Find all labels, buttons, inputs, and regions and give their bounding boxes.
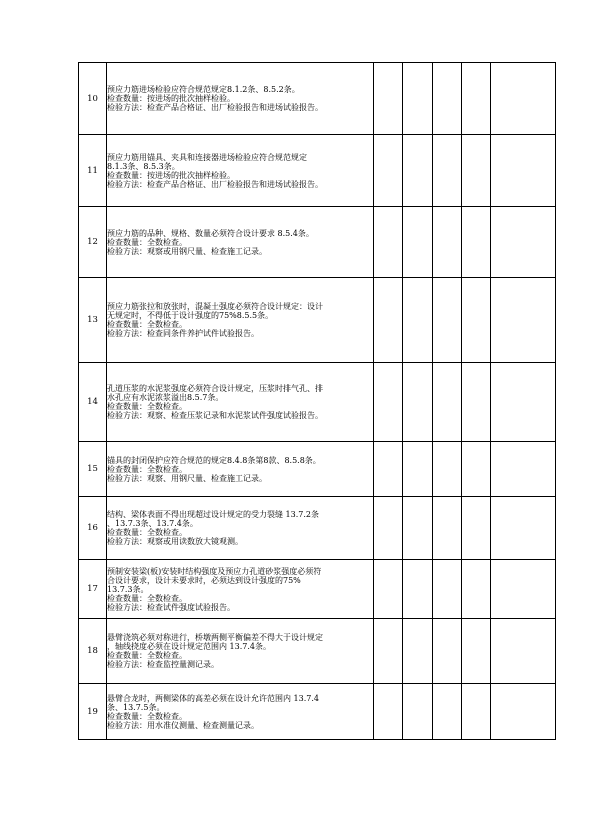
requirement-line: 预应力筋的品种、规格、数量必须符合设计要求 8.5.4条。 — [107, 228, 314, 238]
check-result-cell[interactable] — [462, 560, 491, 619]
requirement-line: 检查数量：全数检查。 — [107, 528, 187, 537]
requirement-line: 检验方法：检查监控量测记录。 — [107, 660, 219, 669]
check-result-cell[interactable] — [374, 278, 403, 363]
requirement-line: 检验方法：观察或用钢尺量、检查施工记录。 — [107, 246, 267, 256]
check-result-cell[interactable] — [403, 207, 433, 278]
check-result-cell[interactable] — [462, 619, 491, 684]
inspection-table-sheet — [78, 62, 555, 740]
requirement-line: 预制安装梁(板)安装时结构强度及预应力孔道砂浆强度必须符 — [107, 566, 322, 576]
requirement-line: 结构、梁体表面不得出现超过设计规定的受力裂缝 13.7.2条 — [107, 510, 319, 519]
check-result-cell[interactable] — [462, 497, 491, 560]
requirement-line: 水孔应有水泥浓浆溢出8.5.7条。 — [107, 393, 224, 402]
check-result-cell[interactable] — [403, 278, 433, 363]
check-result-cell[interactable] — [403, 442, 433, 497]
check-result-cell[interactable] — [433, 63, 462, 135]
table-row — [79, 63, 556, 135]
requirement-line: 检查数量：全数检查。 — [107, 237, 187, 247]
item-requirement — [107, 278, 374, 363]
requirement-line: 检查数量：按进场的批次抽样检验。 — [107, 94, 235, 103]
check-result-cell[interactable] — [433, 442, 462, 497]
item-number: 11 — [79, 135, 107, 207]
check-result-cell[interactable] — [403, 63, 433, 135]
requirement-line: 检查数量：全数检查。 — [107, 320, 187, 329]
item-number: 16 — [79, 497, 107, 560]
requirement-line: 无规定时，不得低于设计强度的75%8.5.5条。 — [107, 311, 274, 320]
inspection-table — [78, 62, 556, 740]
requirement-line: 检验方法：观察或用读数放大镜观测。 — [107, 537, 243, 546]
requirement-line: 合设计要求，设计未要求时，必须达到设计强度的75% — [107, 575, 301, 585]
table-row — [79, 363, 556, 442]
check-result-cell[interactable] — [491, 442, 556, 497]
check-result-cell[interactable] — [462, 442, 491, 497]
check-result-cell[interactable] — [491, 63, 556, 135]
requirement-line: 条、13.7.5条。 — [107, 702, 165, 712]
check-result-cell[interactable] — [433, 363, 462, 442]
check-result-cell[interactable] — [374, 207, 403, 278]
requirement-line: 悬臂浇筑必须对称进行，桥墩两侧平衡偏差不得大于设计规定 — [107, 633, 323, 642]
check-result-cell[interactable] — [403, 560, 433, 619]
inspection-table-body — [79, 63, 556, 740]
requirement-line: 检验方法：检查产品合格证、出厂检验报告和进场试验报告。 — [107, 103, 323, 112]
requirement-line: 检查数量：全数检查。 — [107, 593, 187, 603]
check-result-cell[interactable] — [462, 135, 491, 207]
check-result-cell[interactable] — [433, 497, 462, 560]
requirement-line: 13.7.3条。 — [107, 584, 149, 594]
item-number: 15 — [79, 442, 107, 497]
item-number: 17 — [79, 560, 107, 619]
check-result-cell[interactable] — [374, 135, 403, 207]
item-number: 19 — [79, 684, 107, 740]
requirement-line: 检验方法：检查试件强度试验报告。 — [107, 602, 235, 612]
item-number: 13 — [79, 278, 107, 363]
table-row — [79, 619, 556, 684]
check-result-cell[interactable] — [491, 619, 556, 684]
item-number: 18 — [79, 619, 107, 684]
check-result-cell[interactable] — [491, 278, 556, 363]
requirement-line: 检查数量：全数检查。 — [107, 651, 187, 660]
check-result-cell[interactable] — [374, 560, 403, 619]
requirement-line: 检验方法：检查产品合格证、出厂检验报告和进场试验报告。 — [107, 179, 323, 189]
check-result-cell[interactable] — [491, 684, 556, 740]
check-result-cell[interactable] — [403, 684, 433, 740]
table-row — [79, 135, 556, 207]
requirement-line: 锚具的封闭保护应符合规范的规定8.4.8条第8款、8.5.8条。 — [107, 455, 321, 465]
check-result-cell[interactable] — [462, 207, 491, 278]
table-row — [79, 278, 556, 363]
item-number: 12 — [79, 207, 107, 278]
requirement-line: 预应力筋用锚具、夹具和连接器进场检验应符合规范规定 — [107, 152, 307, 162]
check-result-cell[interactable] — [491, 560, 556, 619]
check-result-cell[interactable] — [433, 207, 462, 278]
check-result-cell[interactable] — [374, 363, 403, 442]
item-requirement — [107, 442, 374, 497]
item-requirement — [107, 619, 374, 684]
item-number: 10 — [79, 63, 107, 135]
requirement-line: 、13.7.3条、13.7.4条。 — [107, 519, 198, 528]
check-result-cell[interactable] — [374, 442, 403, 497]
check-result-cell[interactable] — [374, 497, 403, 560]
check-result-cell[interactable] — [462, 278, 491, 363]
check-result-cell[interactable] — [433, 684, 462, 740]
check-result-cell[interactable] — [491, 497, 556, 560]
requirement-line: 检验方法：用水准仪测量、检查测量记录。 — [107, 720, 259, 730]
item-requirement — [107, 363, 374, 442]
check-result-cell[interactable] — [433, 278, 462, 363]
requirement-line: 检验方法：观察、检查压浆记录和水泥浆试件强度试验报告。 — [107, 411, 323, 420]
check-result-cell[interactable] — [403, 497, 433, 560]
check-result-cell[interactable] — [374, 63, 403, 135]
requirement-line: 检验方法：观察、用钢尺量、检查施工记录。 — [107, 473, 267, 483]
check-result-cell[interactable] — [491, 135, 556, 207]
check-result-cell[interactable] — [374, 619, 403, 684]
check-result-cell[interactable] — [433, 560, 462, 619]
item-requirement — [107, 684, 374, 740]
check-result-cell[interactable] — [403, 135, 433, 207]
check-result-cell[interactable] — [491, 363, 556, 442]
requirement-line: 检验方法：检查同条件养护试件试验报告。 — [107, 329, 259, 338]
requirement-line: 预应力筋张拉和放张时，混凝土强度必须符合设计规定：设计 — [107, 302, 323, 311]
table-row — [79, 560, 556, 619]
requirement-line: 检查数量：全数检查。 — [107, 711, 187, 721]
check-result-cell[interactable] — [462, 684, 491, 740]
requirement-line: 检查数量：全数检查。 — [107, 402, 187, 411]
table-row — [79, 497, 556, 560]
item-requirement — [107, 135, 374, 207]
check-result-cell[interactable] — [403, 363, 433, 442]
item-requirement — [107, 63, 374, 135]
requirement-line: 孔道压浆的水泥浆强度必须符合设计规定，压浆时排气孔、排 — [107, 384, 323, 393]
requirement-line: 8.1.3条、8.5.3条。 — [107, 161, 180, 171]
requirement-line: 悬臂合龙时，两侧梁体的高差必须在设计允许范围内 13.7.4 — [107, 693, 319, 703]
item-requirement — [107, 497, 374, 560]
item-requirement — [107, 560, 374, 619]
check-result-cell[interactable] — [433, 619, 462, 684]
table-row — [79, 207, 556, 278]
check-result-cell[interactable] — [462, 63, 491, 135]
requirement-line: 检查数量：按进场的批次抽样检验。 — [107, 170, 235, 180]
table-row — [79, 684, 556, 740]
item-requirement — [107, 207, 374, 278]
check-result-cell[interactable] — [433, 135, 462, 207]
item-number: 14 — [79, 363, 107, 442]
check-result-cell[interactable] — [462, 363, 491, 442]
check-result-cell[interactable] — [403, 619, 433, 684]
requirement-line: 检查数量：全数检查。 — [107, 464, 187, 474]
requirement-line: 预应力筋进场检验应符合规范规定8.1.2条、8.5.2条。 — [107, 85, 300, 94]
check-result-cell[interactable] — [374, 684, 403, 740]
requirement-line: ，轴线挠度必须在设计规定范围内 13.7.4条。 — [107, 642, 271, 651]
check-result-cell[interactable] — [491, 207, 556, 278]
table-row — [79, 442, 556, 497]
